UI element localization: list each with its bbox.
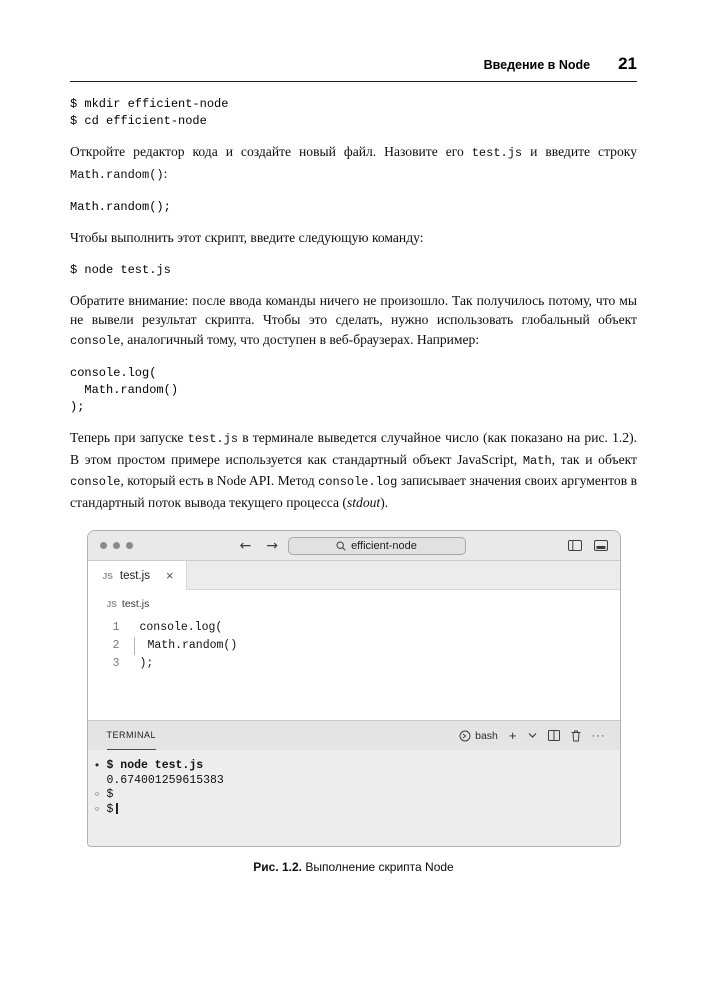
code-text: Math.random() [134, 637, 238, 655]
figure-caption-label: Рис. 1.2. [253, 860, 303, 874]
search-icon [336, 541, 346, 551]
terminal-line [88, 788, 620, 803]
terminal-output [88, 750, 620, 846]
header-rule [70, 81, 637, 82]
tab-label: test.js [119, 569, 150, 582]
window-control-dot[interactable] [126, 542, 133, 549]
sidebar-icon[interactable] [568, 540, 582, 551]
terminal-text: $ [106, 788, 114, 801]
terminal-text: $ [106, 802, 114, 816]
terminal-line [88, 774, 620, 789]
paragraph-1: Откройте редактор кода и создайте новый файл. Назовите его test.js и введите строку Math.random(): [70, 144, 637, 182]
terminal-line [88, 759, 620, 774]
command-status-icon: ○ [94, 805, 100, 814]
tab-bar [88, 561, 620, 590]
command-status-icon: ○ [94, 791, 100, 799]
terminal-text: $ node test.js [106, 759, 204, 772]
figure-caption-text: Выполнение скрипта Node [305, 860, 454, 874]
browser-chrome [88, 531, 620, 561]
tab-testjs[interactable] [88, 561, 187, 590]
close-tab-icon[interactable]: × [165, 568, 174, 583]
breadcrumb[interactable] [88, 598, 620, 610]
code-text: ); [139, 657, 154, 670]
line-number: 2 [112, 639, 120, 652]
code-block-math-random: Math.random(); [70, 200, 171, 214]
paragraph-4: Теперь при запуске test.js в терминале выведется случайное число (как показано на рис. 1.2). В этом простом примере используется как стандартный объект JavaScript, Math, так и объект console, который есть в Node API. Метод console.log записывает значения своих аргументов в стандартный поток вывода текущего процесса (stdout). [70, 430, 637, 510]
command-status-icon: ● [94, 762, 100, 770]
line-number: 3 [112, 657, 120, 670]
window-controls[interactable] [100, 542, 133, 549]
terminal-cursor [116, 803, 118, 814]
terminal-line [88, 803, 620, 818]
code-text: console.log( [139, 621, 223, 634]
editor-pane [88, 590, 620, 720]
shell-label: bash [475, 729, 498, 742]
trash-icon[interactable] [571, 730, 581, 742]
code-line [88, 637, 620, 655]
figure-1-2 [87, 530, 621, 874]
terminal-text: 0.674001259615383 [106, 773, 224, 787]
browser-toolbar-icons [568, 531, 608, 560]
chapter-title: Введение в Node [483, 58, 591, 72]
paragraph-3: Обратите внимание: после ввода команды ничего не произошло. Так получилось потому, что мы не вывели результат скрипта. Чтобы это сделать, нужно использовать глобальный объект console, аналогичный тому, что доступен в веб-браузерах. Например: [70, 292, 637, 348]
window-control-dot[interactable] [113, 542, 120, 549]
address-bar[interactable] [288, 537, 466, 555]
terminal-panel-header [88, 720, 620, 750]
terminal-actions [459, 729, 605, 742]
js-file-icon: JS [102, 570, 113, 581]
chevron-down-icon[interactable] [528, 732, 537, 739]
code-block-console-log: console.log( Math.random() ); [70, 366, 179, 414]
back-icon[interactable]: ← [239, 537, 252, 554]
code-block-run: $ node test.js [70, 262, 171, 277]
terminal-tab[interactable]: TERMINAL [107, 721, 157, 750]
address-text: efficient-node [351, 540, 417, 552]
split-terminal-icon[interactable] [548, 730, 560, 741]
forward-icon[interactable]: → [266, 537, 278, 554]
page-number: 21 [618, 54, 637, 73]
code-line [88, 655, 620, 673]
breadcrumb-label: test.js [121, 598, 150, 610]
nav-arrows [240, 531, 278, 560]
window-control-dot[interactable] [100, 542, 107, 549]
shell-selector[interactable] [459, 730, 498, 742]
editor-window [87, 530, 621, 847]
command-status-icon [88, 774, 107, 789]
line-number: 1 [112, 621, 120, 634]
new-window-icon[interactable] [594, 540, 608, 551]
running-head [70, 54, 637, 74]
js-file-icon: JS [106, 599, 117, 609]
figure-caption [87, 860, 621, 874]
more-actions-icon[interactable]: ··· [591, 729, 606, 742]
bash-shell-icon [459, 730, 471, 742]
new-terminal-button[interactable]: + [508, 728, 517, 743]
code-block-setup: $ mkdir efficient-node $ cd efficient-node [70, 97, 229, 128]
code-line [88, 619, 620, 637]
paragraph-2: Чтобы выполнить этот скрипт, введите следующую команду: [70, 230, 424, 245]
